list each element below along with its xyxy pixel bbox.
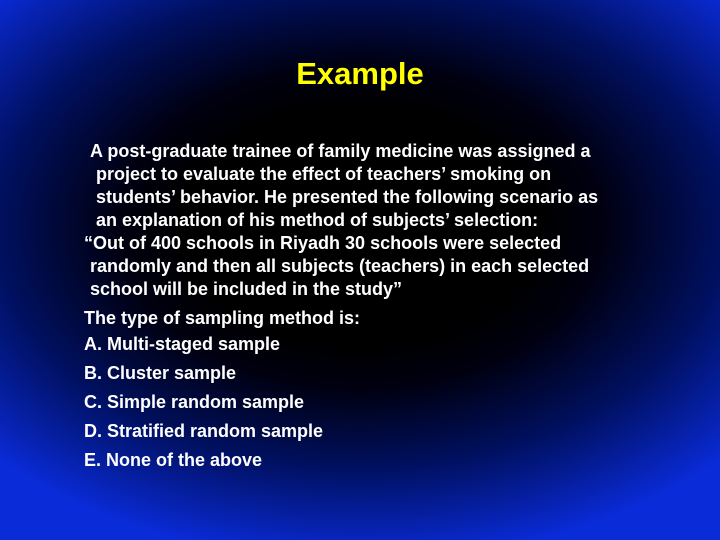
slide-title: Example xyxy=(296,56,424,91)
quote-line: “Out of 400 schools in Riyadh 30 schools were selected xyxy=(84,233,562,253)
answer-option-e: E. None of the above xyxy=(84,450,263,470)
intro-paragraph xyxy=(84,140,684,232)
quote-line: randomly and then all subjects (teachers) in each selected xyxy=(90,256,590,276)
answer-option-b: B. Cluster sample xyxy=(84,363,237,383)
intro-line: students’ behavior. He presented the following scenario as xyxy=(96,187,599,207)
intro-line: project to evaluate the effect of teachers’ smoking on xyxy=(96,164,552,184)
quote-line: school will be included in the study” xyxy=(90,279,403,299)
slide-body xyxy=(84,140,684,475)
scenario-quote xyxy=(84,232,684,301)
answer-option-a: A. Multi-staged sample xyxy=(84,334,281,354)
answer-options xyxy=(84,330,684,475)
answer-option-d: D. Stratified random sample xyxy=(84,421,324,441)
intro-line: an explanation of his method of subjects’ selection: xyxy=(96,210,539,230)
answer-option-c: C. Simple random sample xyxy=(84,392,305,412)
intro-line: A post-graduate trainee of family medicine was assigned a xyxy=(90,141,591,161)
question-text: The type of sampling method is: xyxy=(84,308,361,328)
